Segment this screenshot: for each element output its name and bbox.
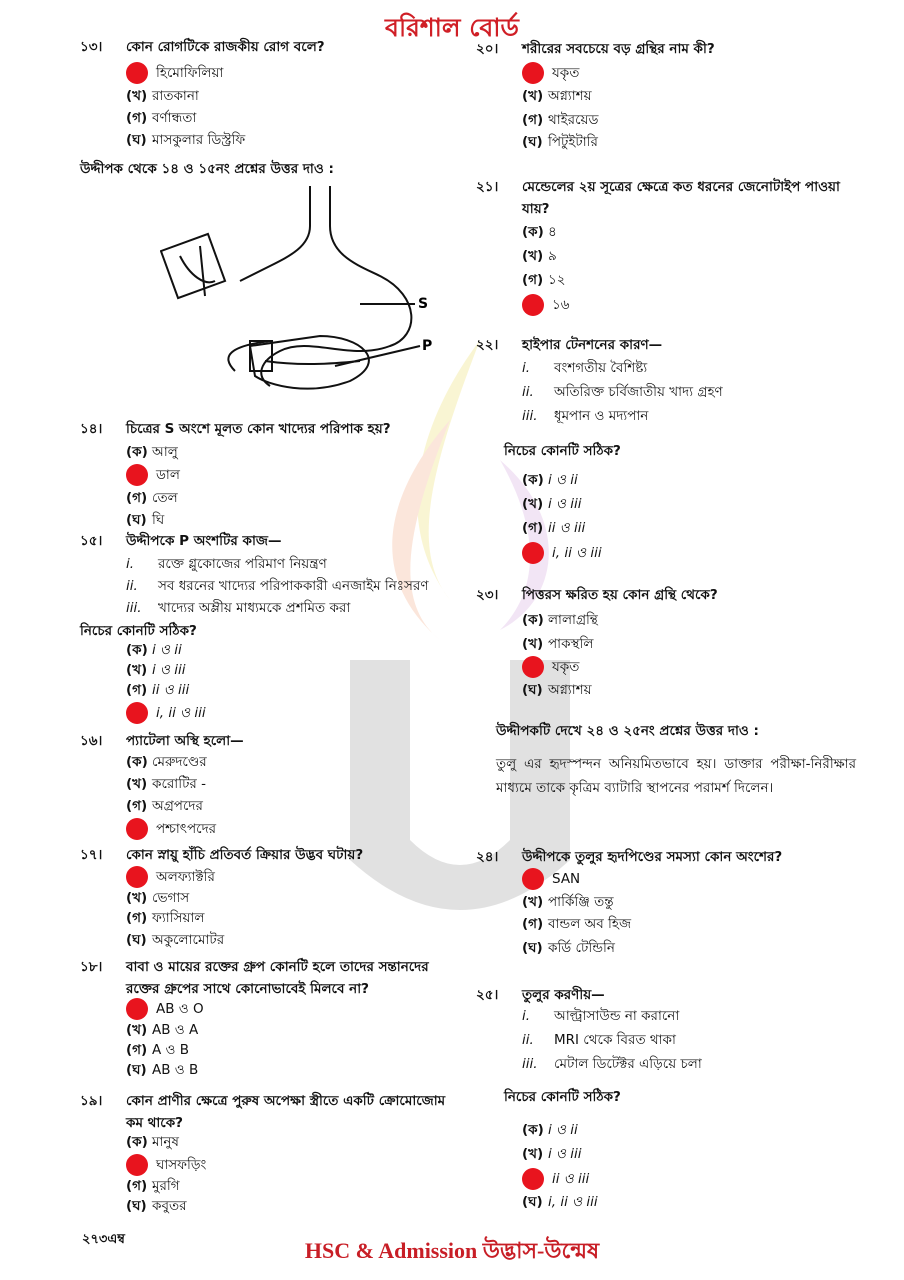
q18-option-b[interactable]: (খ) AB ও A bbox=[126, 1022, 199, 1038]
q21-option-a[interactable]: (ক) ৪ bbox=[522, 224, 557, 240]
q22-option-d[interactable]: i, ii ও iii bbox=[522, 542, 602, 564]
correct-answer-dot-icon bbox=[522, 1168, 544, 1190]
q22-statement-3: iii. ধূমপান ও মদ্যপান bbox=[522, 408, 649, 424]
q15-statement-3: iii. খাদ্যের অম্লীয় মাধ্যমকে প্রশমিত করা bbox=[126, 600, 351, 616]
stomach-diagram bbox=[160, 186, 460, 406]
page-number: ২৭৩এম্ব bbox=[82, 1232, 125, 1247]
q15-option-a[interactable]: (ক) i ও ii bbox=[126, 642, 182, 658]
q20-option-d[interactable]: (ঘ) পিটুইটারি bbox=[522, 134, 598, 150]
q20-option-a[interactable]: যকৃত bbox=[522, 62, 579, 84]
q16-option-b[interactable]: (খ) করোটির - bbox=[126, 776, 207, 792]
correct-answer-dot-icon bbox=[126, 1154, 148, 1176]
q23-option-b[interactable]: (খ) পাকস্থলি bbox=[522, 636, 594, 652]
correct-answer-dot-icon bbox=[522, 868, 544, 890]
q17-option-d[interactable]: (ঘ) অকুলোমোটর bbox=[126, 932, 225, 948]
correct-answer-dot-icon bbox=[126, 866, 148, 888]
q23-option-a[interactable]: (ক) লালাগ্রন্থি bbox=[522, 612, 598, 628]
q25-option-b[interactable]: (খ) i ও iii bbox=[522, 1146, 582, 1162]
stimulus-instruction-14-15: উদ্দীপক থেকে ১৪ ও ১৫নং প্রশ্নের উত্তর দাও : bbox=[80, 161, 334, 177]
q20-option-b[interactable]: (খ) অগ্ন্যাশয় bbox=[522, 88, 592, 104]
q24-option-b[interactable]: (খ) পার্কিঞ্জি তন্তু bbox=[522, 894, 614, 910]
q14-option-a[interactable]: (ক) আলু bbox=[126, 444, 178, 460]
stimulus-instruction-24-25: উদ্দীপকটি দেখে ২৪ ও ২৫নং প্রশ্নের উত্তর দাও : bbox=[496, 723, 759, 739]
q22-option-a[interactable]: (ক) i ও ii bbox=[522, 472, 578, 488]
correct-answer-dot-icon bbox=[126, 464, 148, 486]
q23-option-c[interactable]: যকৃত bbox=[522, 656, 579, 678]
q16-option-d[interactable]: পশ্চাৎপদের bbox=[126, 818, 216, 840]
q15-prompt: নিচের কোনটি সঠিক? bbox=[80, 623, 197, 639]
q24-option-d[interactable]: (ঘ) কর্ডি টেন্ডিনি bbox=[522, 940, 615, 956]
q22-statement-1: i. বংশগতীয় বৈশিষ্ট্য bbox=[522, 360, 648, 376]
q17-option-b[interactable]: (খ) ভেগাস bbox=[126, 890, 190, 906]
q19-option-a[interactable]: (ক) মানুষ bbox=[126, 1134, 179, 1150]
q18-option-c[interactable]: (গ) A ও B bbox=[126, 1042, 190, 1058]
board-title: বরিশাল বোর্ড bbox=[385, 13, 519, 42]
stimulus-paragraph: তুলু এর হৃদস্পন্দন অনিয়মিতভাবে হয়। ডাক্তার পরীক্ষা-নিরীক্ষার মাধ্যমে তাকে কৃত্রিম ব্যাটারি স্থাপনের পরামর্শ দিলেন। bbox=[496, 756, 856, 796]
q13-option-c[interactable]: (গ) বর্ণান্ধতা bbox=[126, 110, 197, 126]
diagram-label-s: S bbox=[418, 296, 429, 312]
q17-option-c[interactable]: (গ) ফ্যাসিয়াল bbox=[126, 910, 205, 926]
q21-option-c[interactable]: (গ) ১২ bbox=[522, 272, 566, 288]
q19-option-d[interactable]: (ঘ) কবুতর bbox=[126, 1198, 187, 1214]
q16-option-c[interactable]: (গ) অগ্রপদের bbox=[126, 798, 203, 814]
q15-option-b[interactable]: (খ) i ও iii bbox=[126, 662, 186, 678]
q21-option-d[interactable]: ১৬ bbox=[522, 294, 570, 316]
q23-option-d[interactable]: (ঘ) অগ্ন্যাশয় bbox=[522, 682, 592, 698]
q13-option-a[interactable]: হিমোফিলিয়া bbox=[126, 62, 223, 84]
q14-option-c[interactable]: (গ) তেল bbox=[126, 490, 178, 506]
q18-option-a[interactable]: AB ও O bbox=[126, 998, 204, 1020]
correct-answer-dot-icon bbox=[522, 542, 544, 564]
q25-statement-2: ii. MRI থেকে বিরত থাকা bbox=[522, 1032, 676, 1048]
correct-answer-dot-icon bbox=[126, 998, 148, 1020]
q15-statement-1: i. রক্তে গ্লুকোজের পরিমাণ নিয়ন্ত্রণ bbox=[126, 556, 327, 572]
correct-answer-dot-icon bbox=[126, 818, 148, 840]
q25-option-d[interactable]: (ঘ) i, ii ও iii bbox=[522, 1194, 598, 1210]
q15-statement-2: ii. সব ধরনের খাদ্যের পরিপাককারী এনজাইম নিঃসরণ bbox=[126, 578, 429, 594]
footer-brand: HSC & Admission উদ্ভাস-উন্মেষ bbox=[304, 1238, 600, 1263]
correct-answer-dot-icon bbox=[522, 62, 544, 84]
q25-statement-3: iii. মেটাল ডিটেক্টর এড়িয়ে চলা bbox=[522, 1056, 702, 1072]
correct-answer-dot-icon bbox=[126, 702, 148, 724]
q25-statement-1: i. আল্ট্রাসাউন্ড না করানো bbox=[522, 1008, 680, 1024]
q13-option-d[interactable]: (ঘ) মাসকুলার ডিস্ট্রফি bbox=[126, 132, 246, 148]
q25-option-a[interactable]: (ক) i ও ii bbox=[522, 1122, 578, 1138]
q13-option-b[interactable]: (খ) রাতকানা bbox=[126, 88, 199, 104]
q22-option-b[interactable]: (খ) i ও iii bbox=[522, 496, 582, 512]
q22-prompt: নিচের কোনটি সঠিক? bbox=[504, 443, 621, 459]
q15-option-c[interactable]: (গ) ii ও iii bbox=[126, 682, 190, 698]
correct-answer-dot-icon bbox=[126, 62, 148, 84]
correct-answer-dot-icon bbox=[522, 294, 544, 316]
q14-option-b[interactable]: ডাল bbox=[126, 464, 180, 486]
correct-answer-dot-icon bbox=[522, 656, 544, 678]
q16-option-a[interactable]: (ক) মেরুদণ্ডের bbox=[126, 754, 207, 770]
q15-option-d[interactable]: i, ii ও iii bbox=[126, 702, 206, 724]
q22-option-c[interactable]: (গ) ii ও iii bbox=[522, 520, 586, 536]
q21-option-b[interactable]: (খ) ৯ bbox=[522, 248, 557, 264]
q18-option-d[interactable]: (ঘ) AB ও B bbox=[126, 1062, 199, 1078]
q19-option-c[interactable]: (গ) মুরগি bbox=[126, 1178, 180, 1194]
q22-statement-2: ii. অতিরিক্ত চর্বিজাতীয় খাদ্য গ্রহণ bbox=[522, 384, 723, 400]
q17-option-a[interactable]: অলফ্যাক্টরি bbox=[126, 866, 215, 888]
q25-prompt: নিচের কোনটি সঠিক? bbox=[504, 1089, 621, 1105]
q20-option-c[interactable]: (গ) থাইরয়েড bbox=[522, 112, 599, 128]
q24-option-a[interactable]: SAN bbox=[522, 868, 580, 890]
q24-option-c[interactable]: (গ) বান্ডল অব হিজ bbox=[522, 916, 632, 932]
q19-option-b[interactable]: ঘাসফড়িং bbox=[126, 1154, 206, 1176]
q25-option-c[interactable]: ii ও iii bbox=[522, 1168, 589, 1190]
diagram-label-p: P bbox=[422, 338, 433, 354]
q14-option-d[interactable]: (ঘ) ঘি bbox=[126, 512, 165, 528]
